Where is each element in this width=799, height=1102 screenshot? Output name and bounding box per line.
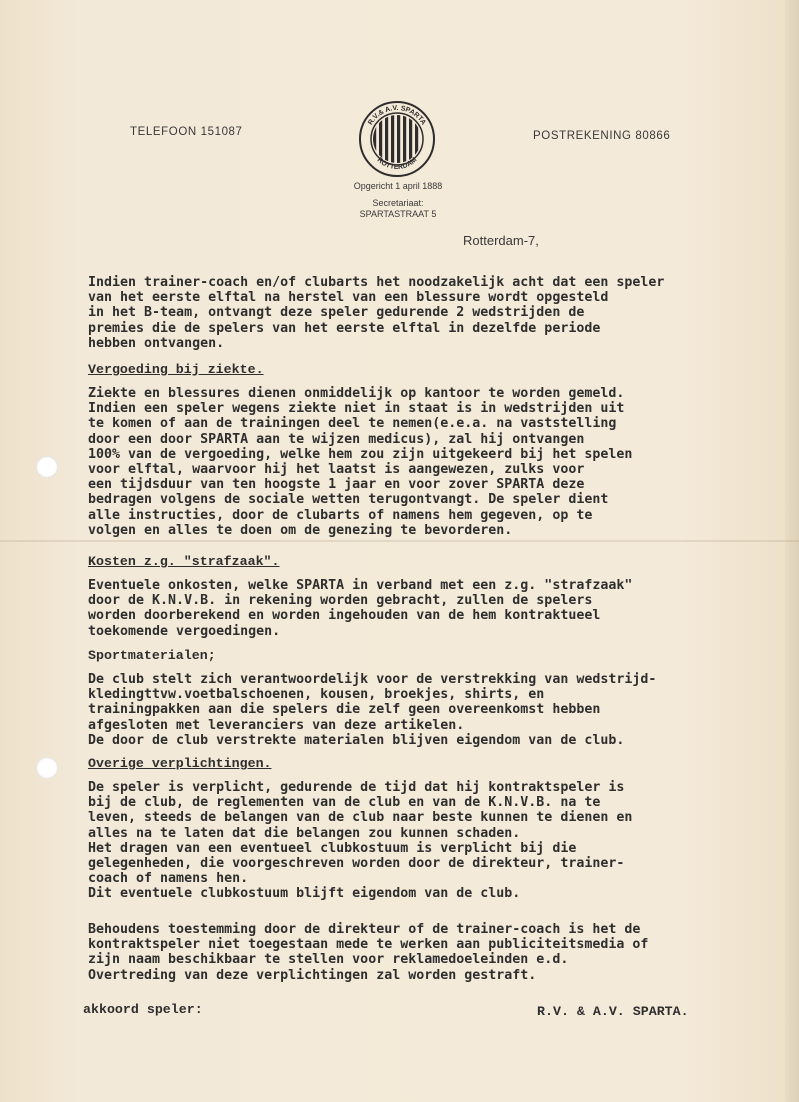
club-signature-label: R.V. & A.V. SPARTA. <box>537 1004 689 1019</box>
giro-number: POSTREKENING 80866 <box>533 130 671 142</box>
sick-pay-text: Ziekte en blessures dienen onmiddelijk op kantoor te worden gemeld. Indien een speler wegens ziekte niet in staat is in wedstrijden uit te komen of aan de trainingen deel te nemen(e.e.a. na vaststelling door een door SPARTA aan te wijzen medicus), zal hij ontvangen 100% van de vergoeding, welke hem zou zijn uitgekeerd bij het spelen voor elftal, waarvoor hij het laatst is aangewezen, zulks voor een tijdsduur van ten hoogste 1 jaar en voor zover SPARTA deze bedragen volgens de sociale wetten terugontvangt. De speler dient alle instructies, door de clubarts of namens hem gegeven, op te volgen en alles te doen om de genezing te bevorderen. <box>88 386 633 538</box>
sparta-logo <box>358 100 436 178</box>
punch-hole-bottom <box>36 757 58 779</box>
penalty-costs-text: Eventuele onkosten, welke SPARTA in verband met een z.g. "strafzaak" door de K.N.V.B. in rekening worden gebracht, zullen de spelers worden doorberekend en worden ingehouden van de hem kontraktueel toekomende vergoedingen. <box>88 578 633 639</box>
closing-paragraph: Behoudens toestemming door de direkteur of de trainer-coach is het de kontraktspeler niet toegestaan mede te werken aan publiciteitsmedia of zijn naam beschikbaar te stellen voor reklamedoeleinden e.d. Overtreding van deze verplichtingen zal worden gestraft. <box>88 922 649 983</box>
secretariat-label: Secretariaat: <box>372 198 424 208</box>
intro-paragraph: Indien trainer-coach en/of clubarts het noodzakelijk acht dat een speler van het eerste elftal na herstel van een blessure wordt opgesteld in het B-team, ontvangt deze speler gedurende 2 wedstrijden de premies die de spelers van het eerste elftal in dezelfde periode hebben ontvangen. <box>88 275 665 351</box>
logo-text-top: R.V.& A.V. SPARTA <box>367 104 427 127</box>
sports-materials-text: De club stelt zich verantwoordelijk voor de verstrekking van wedstrijd- kledingttvw.voetbalschoenen, kousen, broekjes, shirts, en trainingpakken aan die spelers die zelf geen overeenkomst hebben afgesloten met leveranciers van deze artikelen. De door de club verstrekte materialen blijven eigendom van de club. <box>88 672 657 748</box>
phone-number: TELEFOON 151087 <box>130 126 243 138</box>
heading-sports-materials: Sportmaterialen; <box>88 648 216 663</box>
logo-text-bottom: ROTTERDAM <box>375 156 419 172</box>
secretariat-address: SPARTASTRAAT 5 <box>359 209 437 219</box>
heading-other-obligations: Overige verplichtingen. <box>88 756 272 771</box>
other-obligations-text: De speler is verplicht, gedurende de tijd dat hij kontraktspeler is bij de club, de reglementen van de club en van de K.N.V.B. na te leven, steeds de belangen van de club naar beste kunnen te dienen en alles na te laten dat die belangen zou kunnen schaden. Het dragen van een eventueel clubkostuum is verplicht bij die gelegenheden, die voorgeschreven worden door de direkteur, trainer- coach of namens hen. Dit eventuele clubkostuum blijft eigendom van de club. <box>88 780 633 902</box>
city-line: Rotterdam-7, <box>463 233 539 248</box>
founded-date: Opgericht 1 april 1888 <box>353 181 443 191</box>
heading-sick-pay: Vergoeding bij ziekte. <box>88 362 264 377</box>
paper-fold <box>0 540 799 542</box>
player-signature-label: akkoord speler: <box>83 1002 203 1017</box>
heading-penalty-costs: Kosten z.g. "strafzaak". <box>88 554 280 569</box>
punch-hole-top <box>36 456 58 478</box>
